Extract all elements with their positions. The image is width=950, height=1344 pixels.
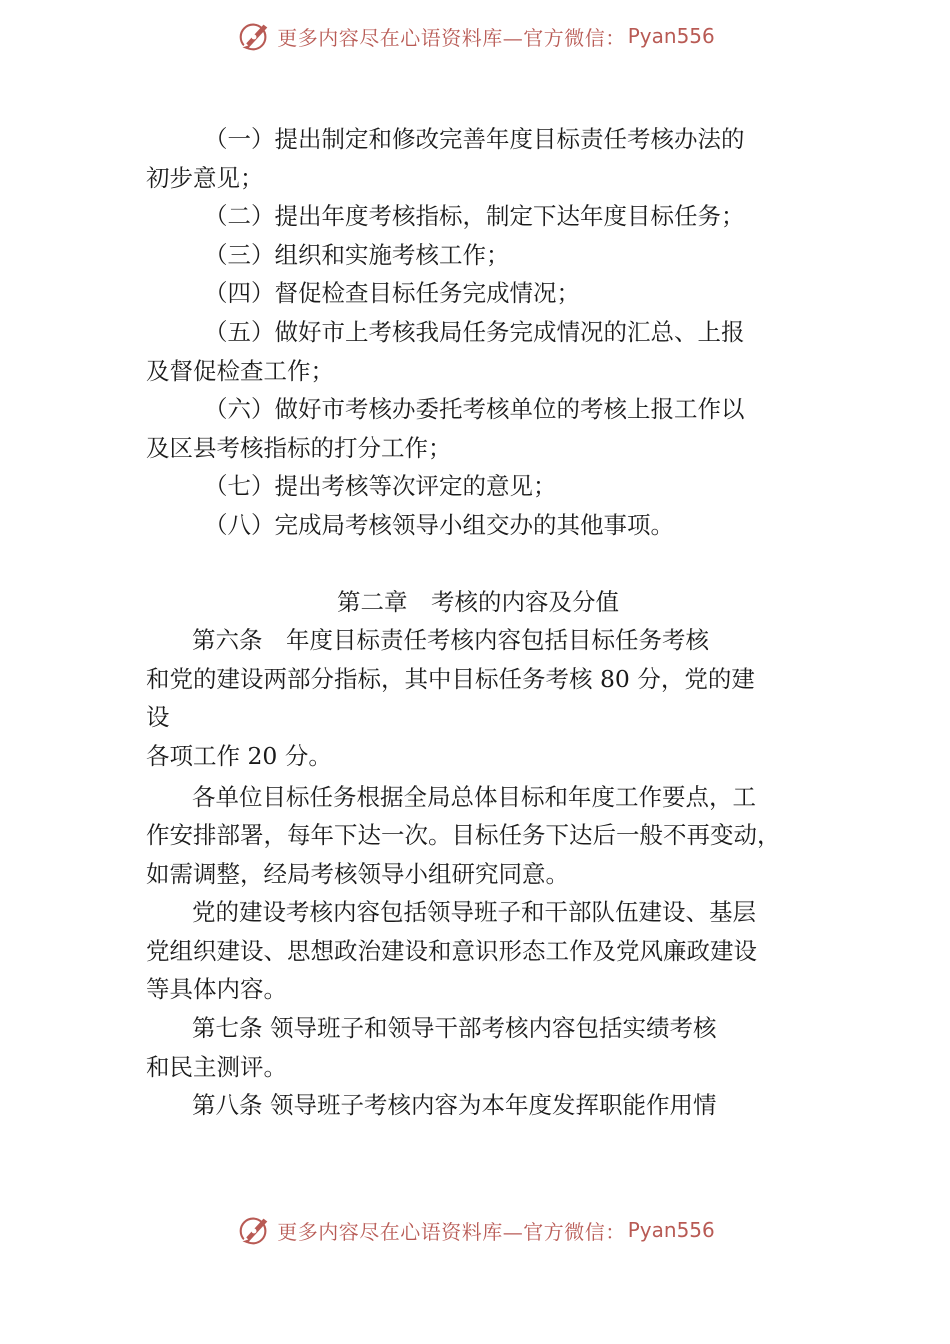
list-item: （四）督促检查目标任务完成情况；: [204, 279, 580, 308]
watermark-wechat-id: Pyan556: [627, 24, 715, 48]
list-item: （五）做好市上考核我局任务完成情况的汇总、上报 及督促检查工作；: [146, 317, 745, 385]
watermark-wechat-id: Pyan556: [627, 1218, 715, 1242]
pen-logo-icon: [235, 17, 273, 55]
footer-watermark: [0, 1210, 950, 1250]
watermark-text: 更多内容尽在心语资料库—官方微信：: [277, 1219, 626, 1244]
list-item: （三）组织和实施考核工作；: [204, 240, 510, 269]
article-7: 第七条 领导班子和领导干部考核内容包括实绩考核 和民主测评。: [146, 1014, 717, 1081]
list-item: （一）提出制定和修改完善年度目标责任考核办法的 初步意见；: [146, 125, 745, 192]
list-item: （八）完成局考核领导小组交办的其他事项。: [204, 510, 674, 539]
paragraph: 各单位目标任务根据全局总体目标和年度工作要点，工 作安排部署，每年下达一次。目标任务下达后一般不再变动， 如需调整，经局考核领导小组研究同意。: [146, 782, 781, 888]
chapter-title: 第二章 考核的内容及分值: [337, 587, 619, 616]
document-body: [146, 120, 810, 1125]
article-6: 第六条 年度目标责任考核内容包括目标任务考核 和党的建设两部分指标，其中目标任务考核 80 分，党的建 设: [146, 626, 755, 732]
paragraph: 党的建设考核内容包括领导班子和干部队伍建设、基层 党组织建设、思想政治建设和意识形态工作及党风廉政建设 等具体内容。: [146, 898, 757, 1004]
list-item: （二）提出年度考核指标，制定下达年度目标任务；: [204, 202, 745, 231]
pen-logo-icon: [235, 1211, 273, 1249]
article-6-continued: 各项工作 20 分。: [146, 741, 332, 770]
list-item: （七）提出考核等次评定的意见；: [204, 472, 557, 501]
header-watermark: [0, 16, 950, 56]
list-item: （六）做好市考核办委托考核单位的考核上报工作以 及区县考核指标的打分工作；: [146, 395, 745, 462]
watermark-text: 更多内容尽在心语资料库—官方微信：: [277, 25, 626, 50]
article-8: 第八条 领导班子考核内容为本年度发挥职能作用情: [192, 1091, 717, 1120]
